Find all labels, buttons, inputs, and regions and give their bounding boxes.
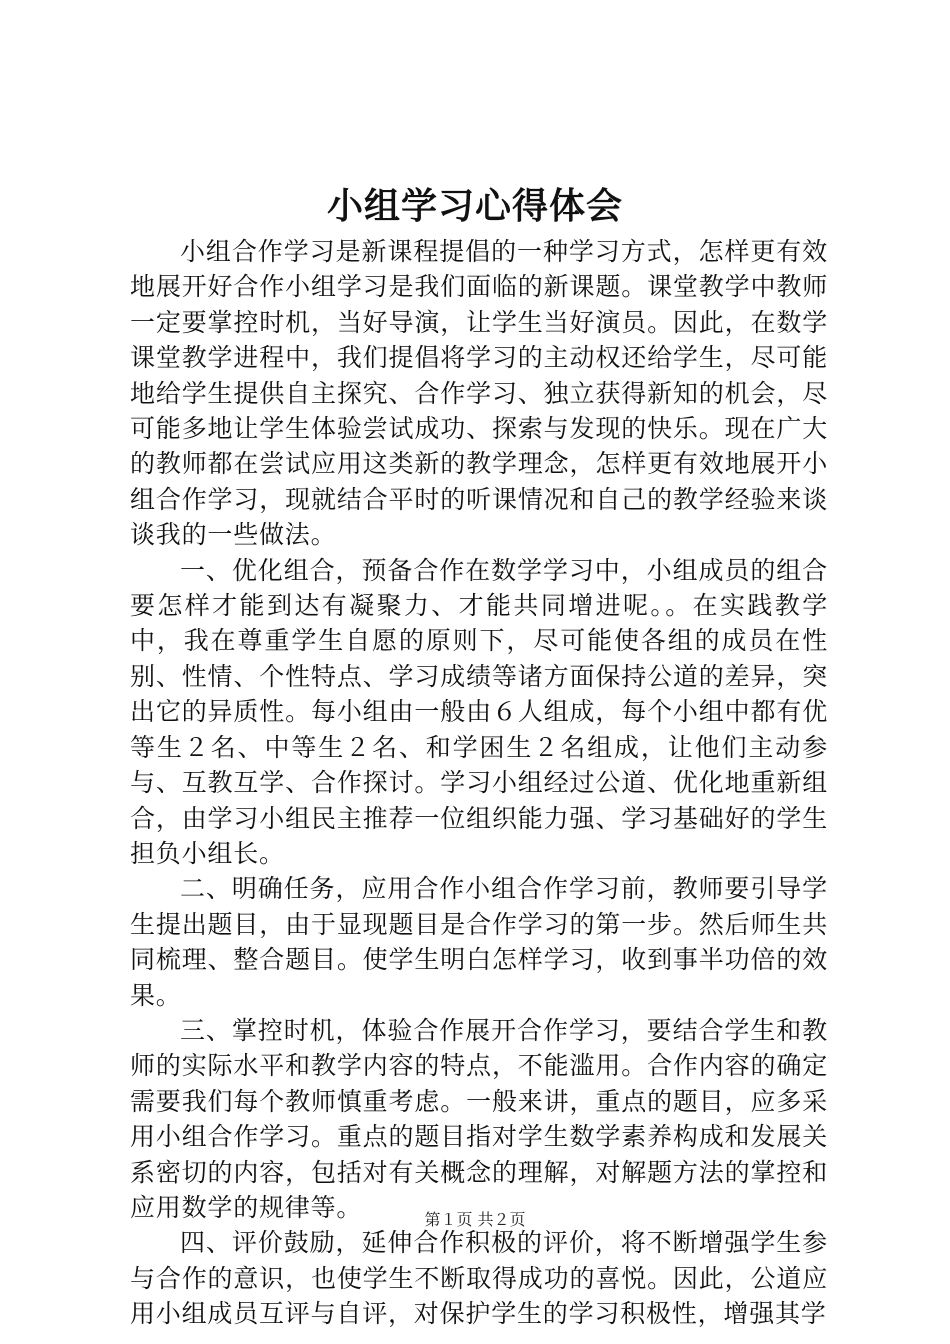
document-body: [130, 234, 828, 1332]
paragraph-section-1: 一、优化组合，预备合作在数学学习中，小组成员的组合要怎样才能到达有凝聚力、才能共同增进呢。。在实践教学中，我在尊重学生自愿的原则下，尽可能使各组的成员在性别、性情、个性特点、学习成绩等诸方面保持公道的差异，突出它的异质性。每小组由一般由６人组成，每个小组中都有优等生２名、中等生２名、和学困生２名组成，让他们主动参与、互教互学、合作探讨。学习小组经过公道、优化地重新组合，由学习小组民主推荐一位组织能力强、学习基础好的学生担负小组长。: [130, 555, 828, 868]
page-title: 小组学习心得体会: [326, 185, 623, 227]
paragraph-section-3: 三、掌控时机，体验合作展开合作学习，要结合学生和教师的实际水平和教学内容的特点，不能滥用。合作内容的确定需要我们每个教师慎重考虑。一般来讲，重点的题目，应多采用小组合作学习。重点的题目指对学生数学素养构成和发展关系密切的内容，包括对有关概念的理解，对解题方法的掌控和应用数学的规律等。: [130, 1015, 828, 1222]
page-footer: 第１页 共２页: [424, 1210, 526, 1229]
paragraph-section-4: 四、评价鼓励，延伸合作积极的评价，将不断增强学生参与合作的意识，也使学生不断取得成功的喜悦。因此，公道应用小组成员互评与自评，对保护学生的学习积极性，增强其学: [130, 1228, 828, 1329]
paragraph-section-2: 二、明确任务，应用合作小组合作学习前，教师要引导学生提出题目，由于显现题目是合作学习的第一步。然后师生共同梳理、整合题目。使学生明白怎样学习，收到事半功倍的效果。: [130, 874, 828, 1010]
paragraph-intro: 小组合作学习是新课程提倡的一种学习方式，怎样更有效地展开好合作小组学习是我们面临的新课题。课堂教学中教师一定要掌控时机，当好导演，让学生当好演员。因此，在数学课堂教学进程中，我们提倡将学习的主动权还给学生，尽可能地给学生提供自主探究、合作学习、独立获得新知的机会，尽可能多地让学生体验尝试成功、探索与发现的快乐。现在广大的教师都在尝试应用这类新的教学理念，怎样更有效地展开小组合作学习，现就结合平时的听课情况和自己的教学经验来谈谈我的一些做法。: [130, 237, 828, 550]
